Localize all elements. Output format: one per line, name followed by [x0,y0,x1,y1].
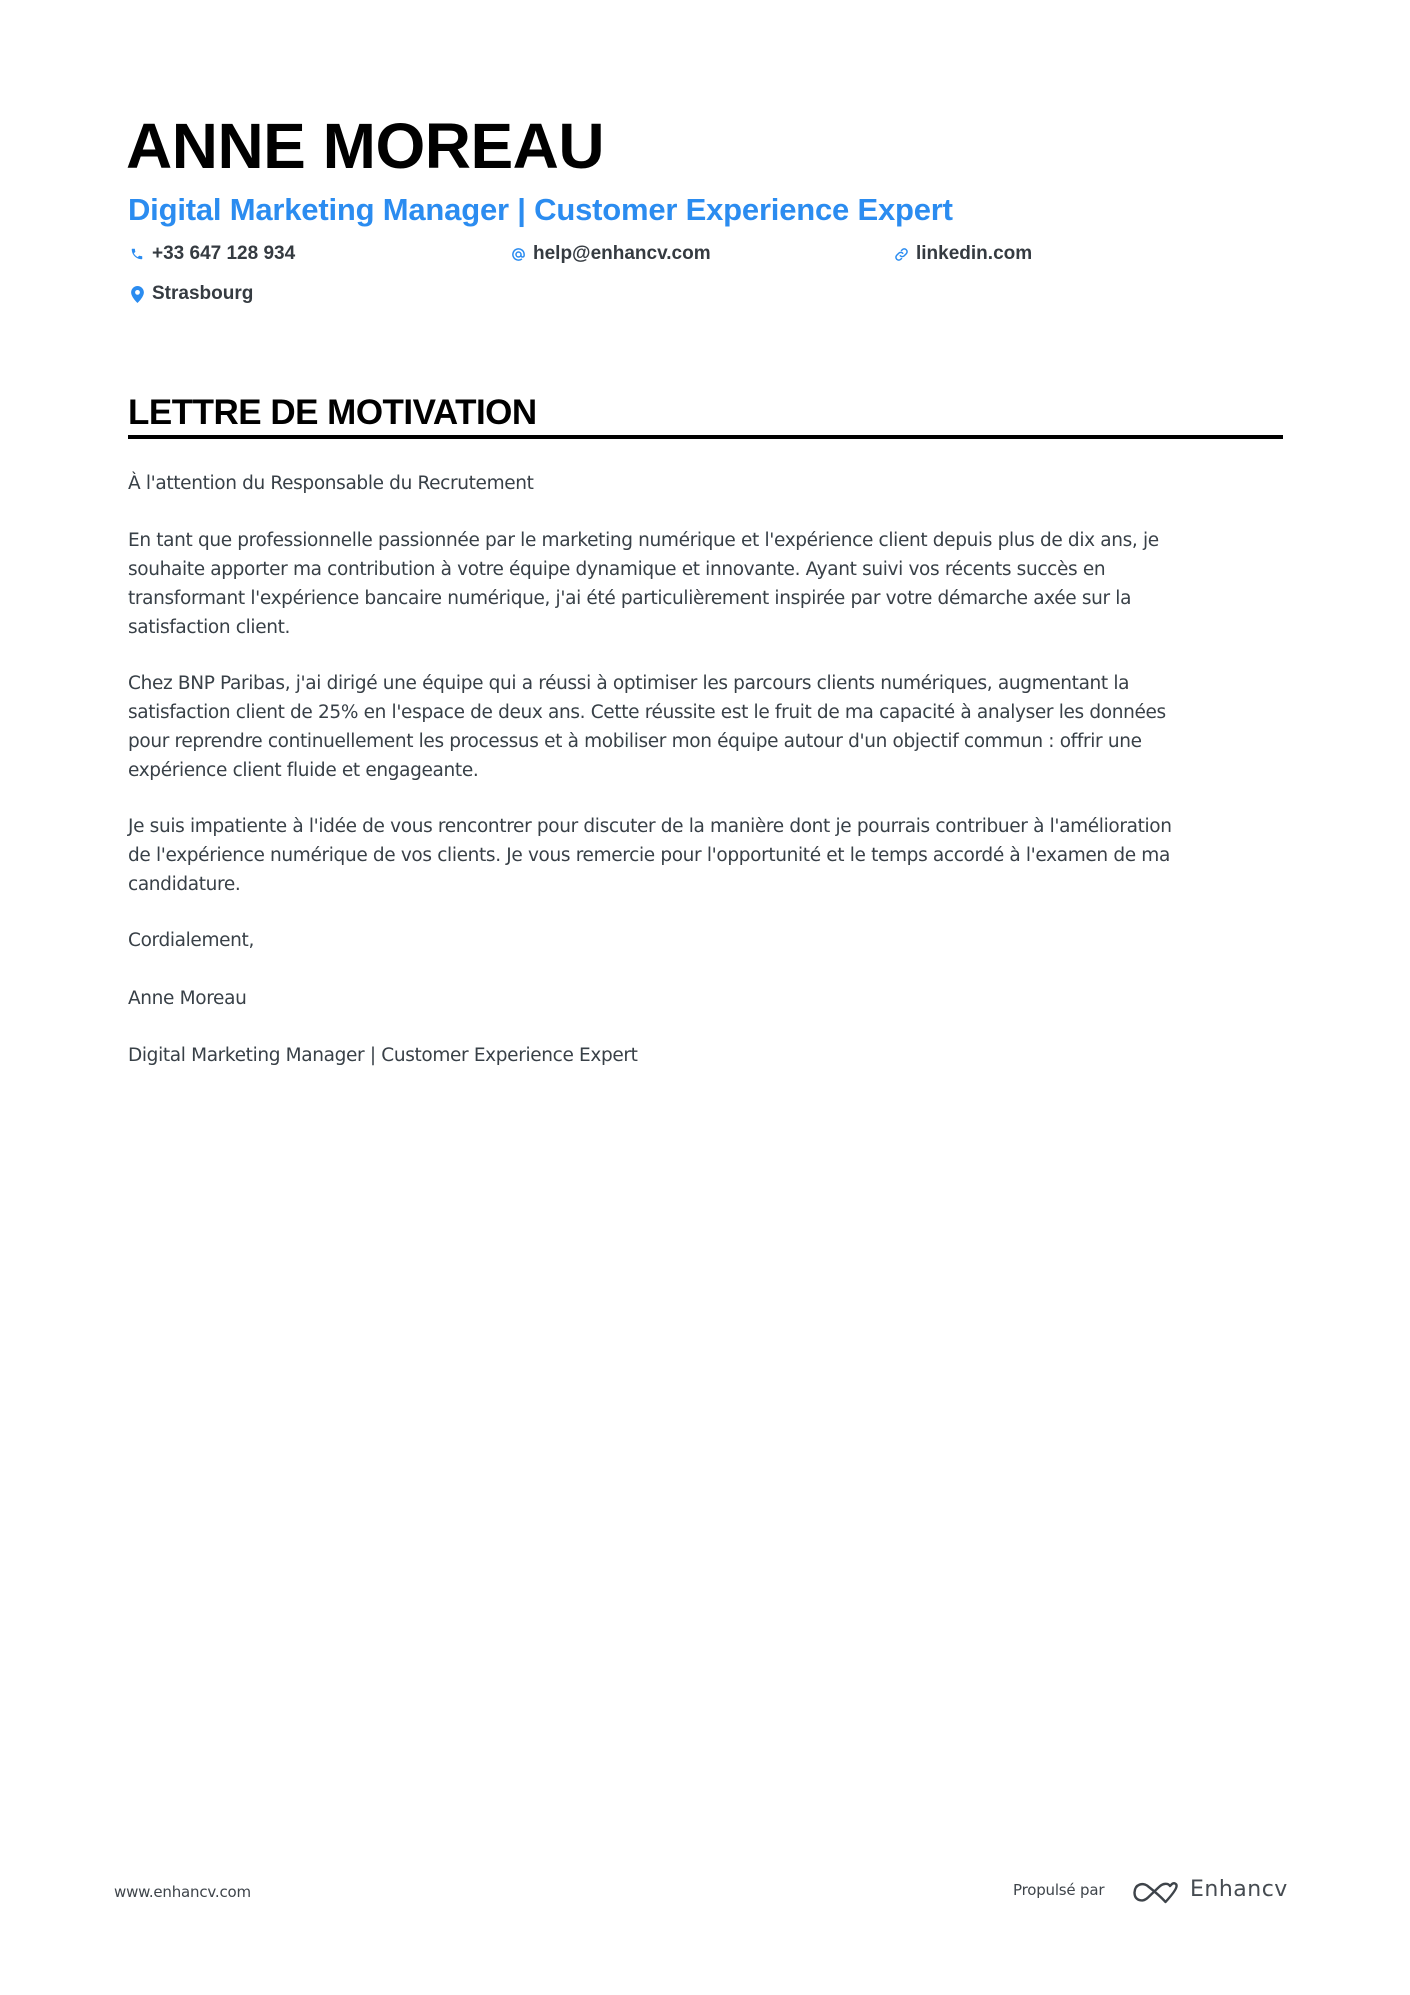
paragraph-line: satisfaction client. [128,617,291,638]
map-pin-icon [129,285,145,303]
paragraph-2 [128,669,1166,785]
location-value: Strasbourg [152,283,254,304]
signature-title: Digital Marketing Manager | Customer Experience Expert [128,1045,638,1066]
at-icon [510,245,526,263]
paragraph-line: satisfaction client de 25% en l'espace de deux ans. Cette réussite est le fruit de ma capacité à analyser les données [128,702,1166,723]
contact-location [129,283,253,305]
link-icon [893,245,909,263]
paragraph-line: pour reprendre continuellement les processus et à mobiliser mon équipe autour d'un objectif commun : offrir une [128,731,1142,752]
paragraph-line: de l'expérience numérique de vos clients. Je vous remercie pour l'opportunité et le temps accordé à l'examen de ma [128,845,1170,866]
footer-website-link[interactable]: www.enhancv.com [114,1883,251,1901]
paragraph-line: expérience client fluide et engageante. [128,760,479,781]
footer-brand-name[interactable]: Enhancv [1190,1877,1288,1902]
contact-linkedin[interactable] [893,243,1032,265]
candidate-name: ANNE MOREAU [126,110,605,182]
paragraph-line: Chez BNP Paribas, j'ai dirigé une équipe qui a réussi à optimiser les parcours clients numériques, augmentant la [128,673,1130,694]
paragraph-line: candidature. [128,874,241,895]
phone-value: +33 647 128 934 [152,243,296,264]
paragraph-line: En tant que professionnelle passionnée par le marketing numérique et l'expérience client depuis plus de dix ans, je [128,530,1159,551]
paragraph-line: souhaite apporter ma contribution à votre équipe dynamique et innovante. Ayant suivi vos récents succès en [128,559,1106,580]
salutation: À l'attention du Responsable du Recrutement [128,473,534,494]
candidate-title: Digital Marketing Manager | Customer Experience Expert [128,192,953,227]
paragraph-3 [128,812,1172,899]
paragraph-line: transformant l'expérience bancaire numérique, j'ai été particulièrement inspirée par votre démarche axée sur la [128,588,1132,609]
section-title: LETTRE DE MOTIVATION [128,393,537,432]
enhancv-logo-icon [1132,1880,1180,1906]
footer-powered-by: Propulsé par [1013,1881,1105,1899]
contact-email[interactable] [510,243,711,265]
section-divider [128,435,1283,439]
linkedin-value: linkedin.com [916,243,1033,264]
phone-icon [129,245,145,263]
paragraph-1 [128,526,1159,642]
email-value: help@enhancv.com [533,243,711,264]
paragraph-line: Je suis impatiente à l'idée de vous rencontrer pour discuter de la manière dont je pourrais contribuer à l'amélioration [128,816,1172,837]
closing: Cordialement, [128,930,254,951]
signature-name: Anne Moreau [128,988,247,1009]
contact-phone[interactable] [129,243,295,265]
